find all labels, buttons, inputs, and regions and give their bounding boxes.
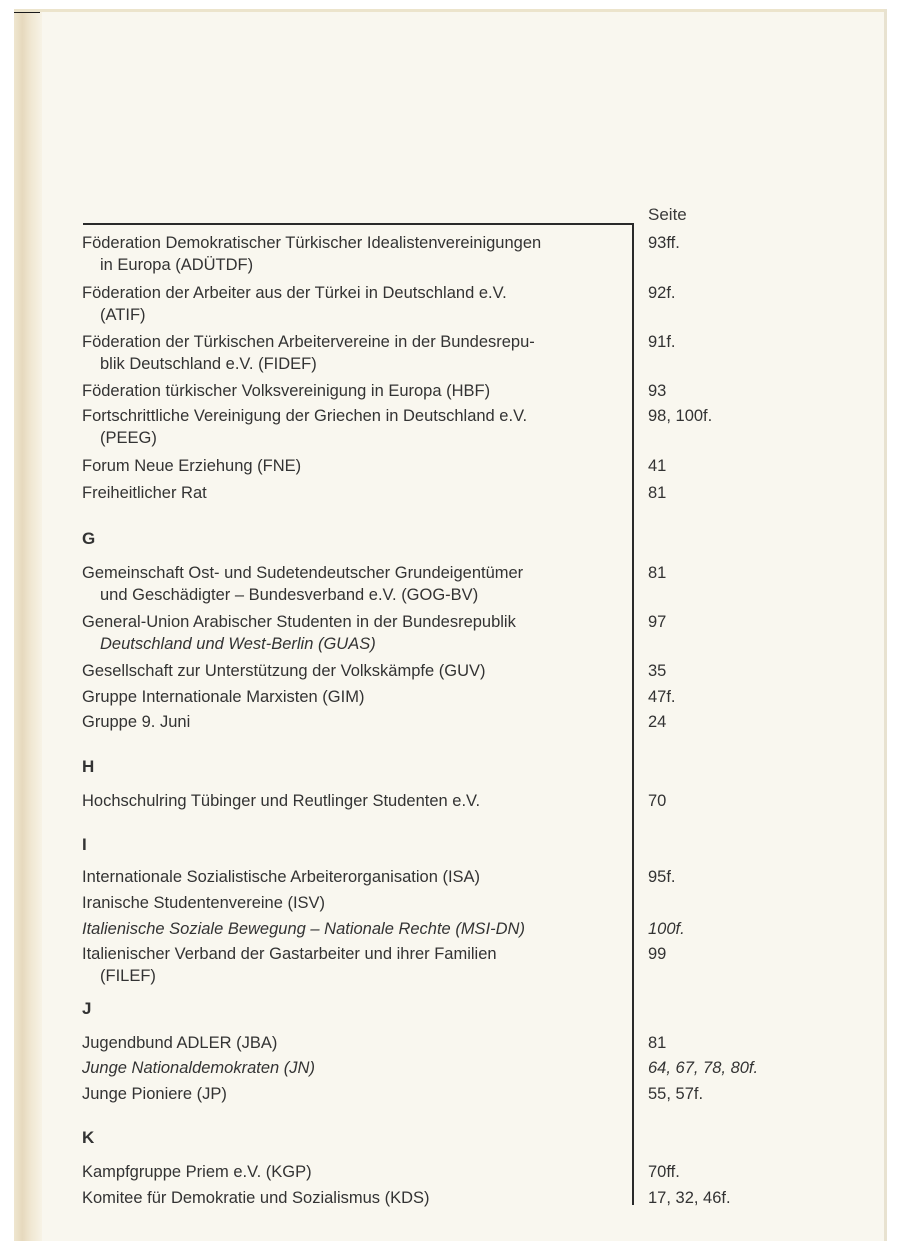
index-entry (82, 866, 622, 888)
entry-name: Föderation türkischer Volksvereinigung in Europa (HBF) (82, 382, 491, 400)
entry-name: Föderation Demokratischer Türkischer Idealistenvereinigungen (82, 234, 542, 252)
entry-name: Gruppe 9. Juni (82, 713, 191, 731)
index-entry (82, 918, 622, 940)
entry-pages: 70 (648, 792, 667, 810)
index-entry (82, 611, 622, 655)
index-entry (82, 1161, 622, 1183)
index-entry (82, 660, 622, 682)
entry-pages: 92f. (648, 284, 676, 302)
entry-name: Jugendbund ADLER (JBA) (82, 1034, 278, 1052)
entry-pages: 81 (648, 1034, 667, 1052)
entry-name: Kampfgruppe Priem e.V. (KGP) (82, 1163, 312, 1181)
entry-pages: 93 (648, 382, 667, 400)
entry-name: Föderation der Arbeiter aus der Türkei in Deutschland e.V. (82, 284, 507, 302)
entry-pages: 47f. (648, 688, 676, 706)
entry-continuation: Deutschland und West-Berlin (GUAS) (100, 635, 376, 653)
index-entry (82, 482, 622, 504)
entry-pages: 55, 57f. (648, 1085, 704, 1103)
index-entry (82, 1083, 622, 1105)
entry-pages: 95f. (648, 868, 676, 886)
column-divider (632, 223, 634, 1205)
index-entry (82, 790, 622, 812)
page-column-header: Seite (648, 205, 687, 224)
entry-pages: 81 (648, 484, 667, 502)
entry-pages: 17, 32, 46f. (648, 1189, 731, 1207)
index-entry (82, 282, 622, 326)
entry-pages: 41 (648, 457, 667, 475)
index-entry (82, 1057, 622, 1079)
header-rule (83, 223, 634, 225)
entry-pages: 81 (648, 564, 667, 582)
entry-pages: 97 (648, 613, 667, 631)
section-letter-i: I (82, 835, 87, 854)
index-entry (82, 892, 622, 914)
index-entry (82, 1187, 622, 1209)
index-entry (82, 686, 622, 708)
section-letter-g: G (82, 529, 96, 548)
entry-name: Komitee für Demokratie und Sozialismus (KDS) (82, 1189, 430, 1207)
entry-pages: 93ff. (648, 234, 680, 252)
page-top-edge (14, 9, 886, 12)
index-entry (82, 455, 622, 477)
section-letter-j: J (82, 999, 92, 1018)
entry-name: Gemeinschaft Ost- und Sudetendeutscher Grundeigentümer (82, 564, 524, 582)
page-right-edge (884, 9, 887, 1241)
index-entry (82, 943, 622, 987)
index-entry (82, 331, 622, 375)
index-entry (82, 405, 622, 449)
entry-pages: 70ff. (648, 1163, 680, 1181)
entry-continuation: in Europa (ADÜTDF) (100, 256, 254, 274)
entry-name: Iranische Studentenvereine (ISV) (82, 894, 326, 912)
entry-name: Fortschrittliche Vereinigung der Griechen in Deutschland e.V. (82, 407, 528, 425)
entry-name: Föderation der Türkischen Arbeitervereine in der Bundesrepu- (82, 333, 535, 351)
entry-name: Internationale Sozialistische Arbeiterorganisation (ISA) (82, 868, 481, 886)
entry-pages: 91f. (648, 333, 676, 351)
entry-continuation: blik Deutschland e.V. (FIDEF) (100, 355, 317, 373)
book-spine (14, 9, 42, 1241)
entry-pages: 64, 67, 78, 80f. (648, 1059, 759, 1077)
entry-name: General-Union Arabischer Studenten in der Bundesrepublik (82, 613, 516, 631)
entry-pages: 98, 100f. (648, 407, 713, 425)
entry-name: Gruppe Internationale Marxisten (GIM) (82, 688, 365, 706)
section-letter-h: H (82, 757, 95, 776)
entry-name: Freiheitlicher Rat (82, 484, 207, 502)
entry-name: Hochschulring Tübinger und Reutlinger Studenten e.V. (82, 792, 481, 810)
entry-pages: 99 (648, 945, 667, 963)
section-letter-k: K (82, 1128, 95, 1147)
entry-name: Italienische Soziale Bewegung – Nationale Rechte (MSI-DN) (82, 920, 525, 938)
entry-name: Junge Nationaldemokraten (JN) (82, 1059, 315, 1077)
index-entry (82, 711, 622, 733)
entry-name: Junge Pioniere (JP) (82, 1085, 227, 1103)
entry-name: Gesellschaft zur Unterstützung der Volkskämpfe (GUV) (82, 662, 486, 680)
entry-pages: 100f. (648, 920, 685, 938)
index-entry (82, 1032, 622, 1054)
entry-continuation: (ATIF) (100, 306, 146, 324)
entry-continuation: und Geschädigter – Bundesverband e.V. (GOG-BV) (100, 586, 479, 604)
entry-name: Italienischer Verband der Gastarbeiter und ihrer Familien (82, 945, 497, 963)
entry-continuation: (PEEG) (100, 429, 157, 447)
index-entry (82, 562, 622, 606)
index-entry (82, 232, 622, 276)
entry-name: Forum Neue Erziehung (FNE) (82, 457, 302, 475)
index-entry (82, 380, 622, 402)
entry-pages: 35 (648, 662, 667, 680)
entry-continuation: (FILEF) (100, 967, 156, 985)
entry-pages: 24 (648, 713, 667, 731)
